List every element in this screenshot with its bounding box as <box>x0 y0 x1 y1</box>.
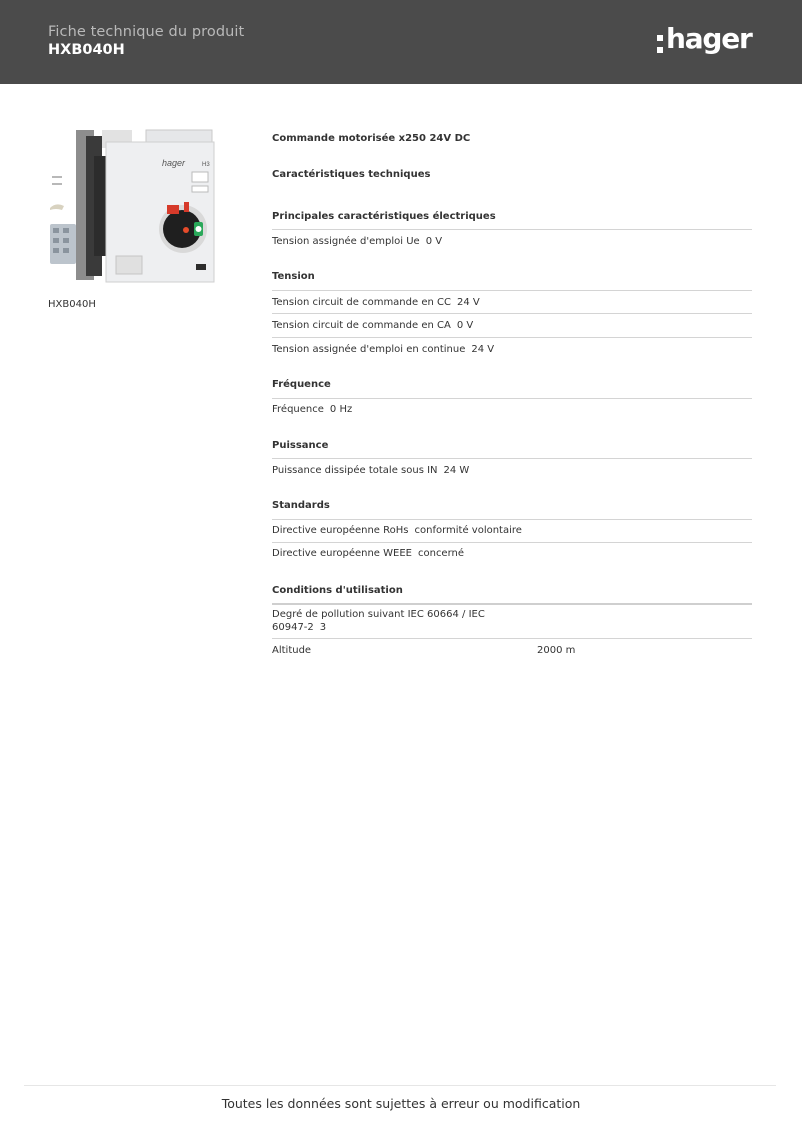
divider <box>272 337 752 338</box>
spec-row <box>272 608 512 634</box>
group-title-power: Puissance <box>272 440 329 451</box>
divider <box>272 542 752 543</box>
spec-row <box>272 343 494 356</box>
spec-value: 24 W <box>443 465 470 476</box>
spec-value: 24 V <box>456 297 480 308</box>
spec-row <box>272 547 464 560</box>
group-title-voltage: Tension <box>272 271 315 282</box>
spec-value: 0 V <box>425 236 443 247</box>
header-bar <box>0 0 802 84</box>
group-title-conditions: Conditions d'utilisation <box>272 585 403 596</box>
product-caption: HXB040H <box>48 299 96 310</box>
footer-divider <box>24 1085 776 1086</box>
terminal-block-icon <box>50 224 76 264</box>
logo-colon-icon <box>657 35 663 53</box>
spec-row <box>272 319 473 332</box>
spec-label: Altitude <box>272 645 312 656</box>
spec-row <box>272 524 522 537</box>
group-title-frequency: Fréquence <box>272 379 331 390</box>
spec-label: Puissance dissipée totale sous IN <box>272 465 438 476</box>
divider <box>272 638 752 639</box>
technical-characteristics-title: Caractéristiques techniques <box>272 169 431 180</box>
product-brand-mark: hager <box>162 158 186 168</box>
spec-label: Fréquence <box>272 404 324 415</box>
hager-logo <box>657 22 752 62</box>
spec-label-line1: Degré de pollution suivant IEC 60664 / IEC <box>272 609 485 620</box>
divider <box>272 458 752 459</box>
divider <box>272 603 752 605</box>
divider <box>272 229 752 230</box>
spec-label-line2: 60947-2 <box>272 622 314 633</box>
spec-label: Tension assignée d'emploi Ue <box>272 236 420 247</box>
divider <box>272 519 752 520</box>
spec-value: 0 V <box>456 320 474 331</box>
spec-row <box>272 403 352 416</box>
group-title-electrical: Principales caractéristiques électriques <box>272 211 496 222</box>
spec-label: Directive européenne RoHs <box>272 525 409 536</box>
spec-row <box>272 235 442 248</box>
spec-value: concerné <box>417 548 465 559</box>
screw-icon <box>52 176 62 185</box>
spec-label: Tension circuit de commande en CC <box>272 297 451 308</box>
product-image <box>46 126 218 286</box>
spec-value: 3 <box>319 622 327 633</box>
spec-row <box>272 464 469 477</box>
spec-value: conformité volontaire <box>414 525 522 536</box>
spec-label: Tension circuit de commande en CA <box>272 320 451 331</box>
spec-label: Tension assignée d'emploi en continue <box>272 344 466 355</box>
spec-row <box>272 296 480 309</box>
footer-disclaimer: Toutes les données sont sujettes à erreur ou modification <box>221 1096 581 1111</box>
logo-wordmark: hager <box>666 22 752 55</box>
divider <box>272 313 752 314</box>
divider <box>272 398 752 399</box>
divider <box>272 290 752 291</box>
header-subtitle: Fiche technique du produit <box>48 24 245 40</box>
spec-value: 0 Hz <box>329 404 353 415</box>
clip-icon <box>50 204 64 210</box>
product-name: Commande motorisée x250 24V DC <box>272 133 471 144</box>
product-reference-title: HXB040H <box>48 42 125 58</box>
group-title-standards: Standards <box>272 500 330 511</box>
spec-value: 24 V <box>471 344 495 355</box>
spec-label: Directive européenne WEEE <box>272 548 412 559</box>
spec-value: 2000 m <box>537 645 576 656</box>
product-label-mark: H3 <box>202 162 210 168</box>
spec-row <box>272 644 752 657</box>
